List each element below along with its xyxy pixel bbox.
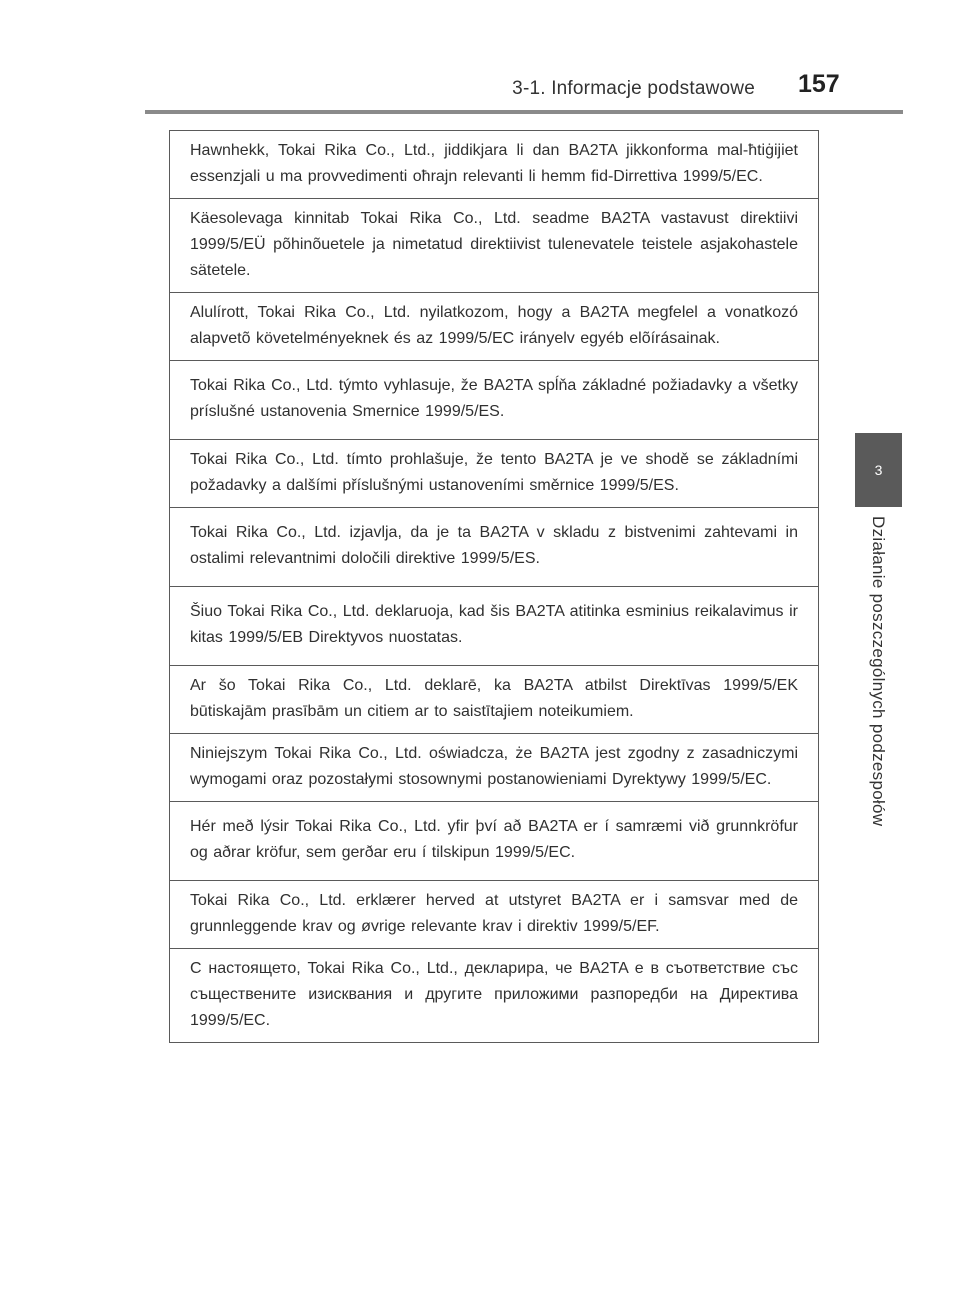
page-number: 157 xyxy=(798,70,840,98)
header-divider xyxy=(145,110,903,114)
declaration-norwegian: Tokai Rika Co., Ltd. erklærer herved at utstyret BA2TA er i samsvar med de grunnleggende krav og øvrige relevante krav i direktiv 1999/5/EF. xyxy=(170,881,819,949)
chapter-tab: 3 xyxy=(855,433,902,507)
table-row xyxy=(170,440,819,508)
table-row xyxy=(170,949,819,1043)
table-row xyxy=(170,131,819,199)
table-row xyxy=(170,361,819,440)
declaration-estonian: Käesolevaga kinnitab Tokai Rika Co., Ltd. seadme BA2TA vastavust direktiivi 1999/5/EÜ põhinõuetele ja nimetatud direktiivist tulenevatele teistele asjakohastele sätetele. xyxy=(170,199,819,293)
declaration-polish: Niniejszym Tokai Rika Co., Ltd. oświadcza, że BA2TA jest zgodny z zasadniczymi wymogami oraz pozostałymi stosownymi postanowieniami Dyrektywy 1999/5/EC. xyxy=(170,734,819,802)
declaration-czech: Tokai Rika Co., Ltd. tímto prohlašuje, že tento BA2TA je ve shodě se základními požadavky a dalšími příslušnými ustanoveními směrnice 1999/5/ES. xyxy=(170,440,819,508)
chapter-title: Działanie poszczególnych podzespołów xyxy=(869,516,888,827)
declaration-icelandic: Hér með lýsir Tokai Rika Co., Ltd. yfir því að BA2TA er í samræmi við grunnkröfur og aðrar kröfur, sem gerðar eru í tilskipun 1999/5/EC. xyxy=(170,802,819,881)
declaration-latvian: Ar šo Tokai Rika Co., Ltd. deklarē, ka BA2TA atbilst Direktīvas 1999/5/EK būtiskajām prasībām un citiem ar to saistītajiem noteikumiem. xyxy=(170,666,819,734)
page-header xyxy=(0,70,960,110)
declaration-maltese: Hawnhekk, Tokai Rika Co., Ltd., jiddikjara li dan BA2TA jikkonforma mal-ħtiġijiet essenzjali u ma provvedimenti oħrajn relevanti li hemm fid-Dirrettiva 1999/5/EC. xyxy=(170,131,819,199)
table-row xyxy=(170,199,819,293)
section-title: 3-1. Informacje podstawowe xyxy=(512,78,755,99)
table-row xyxy=(170,293,819,361)
declaration-slovak: Tokai Rika Co., Ltd. týmto vyhlasuje, že BA2TA spĺňa základné požiadavky a všetky príslušné ustanovenia Smernice 1999/5/ES. xyxy=(170,361,819,440)
declaration-lithuanian: Šiuo Tokai Rika Co., Ltd. deklaruoja, kad šis BA2TA atitinka esminius reikalavimus ir kitas 1999/5/EB Direktyvos nuostatas. xyxy=(170,587,819,666)
table-row xyxy=(170,734,819,802)
table-row xyxy=(170,508,819,587)
table-row xyxy=(170,881,819,949)
table-row xyxy=(170,587,819,666)
table-row xyxy=(170,666,819,734)
table-row xyxy=(170,802,819,881)
declaration-slovenian: Tokai Rika Co., Ltd. izjavlja, da je ta BA2TA v skladu z bistvenimi zahtevami in ostalimi relevantnimi določili direktive 1999/5/ES. xyxy=(170,508,819,587)
declarations-table xyxy=(169,130,819,1043)
declaration-bulgarian: С настоящето, Tokai Rika Co., Ltd., декларира, че BA2TA е в съответствие със съществените изисквания и другите приложими разпоредби на Директива 1999/5/EC. xyxy=(170,949,819,1043)
declaration-hungarian: Alulírott, Tokai Rika Co., Ltd. nyilatkozom, hogy a BA2TA megfelel a vonatkozó alapvetõ követelményeknek és az 1999/5/EC irányelv egyéb elõírásainak. xyxy=(170,293,819,361)
